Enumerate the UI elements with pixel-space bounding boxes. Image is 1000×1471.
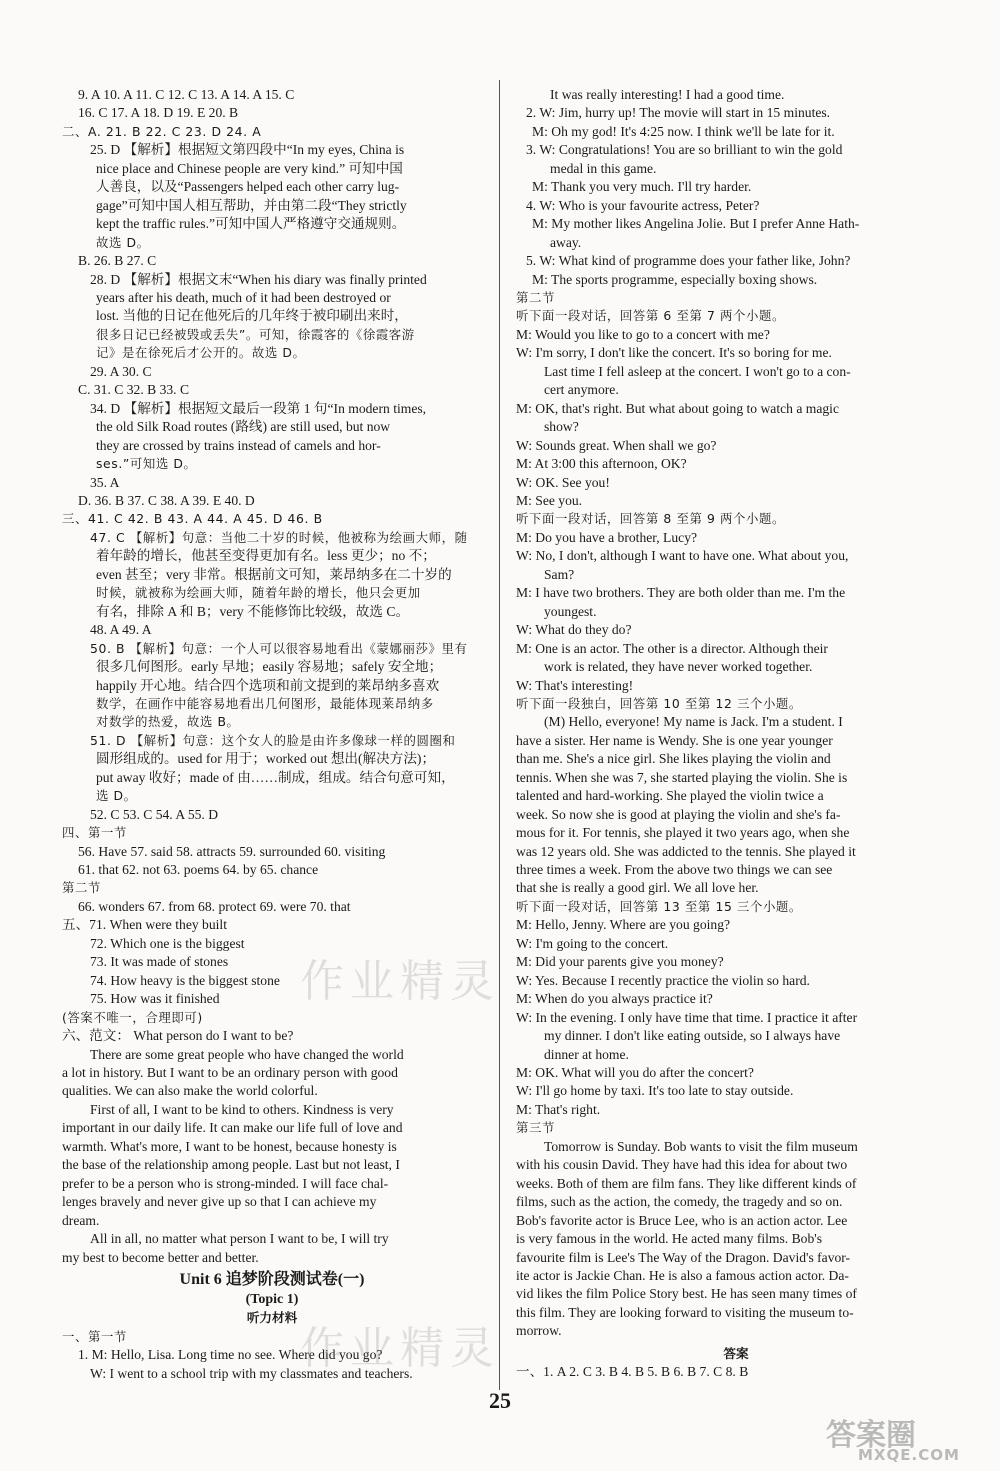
right-line: M: See you.	[516, 492, 583, 508]
right-line: M: OK, that's right. But what about going to watch a magic	[516, 400, 839, 416]
left-line: 75. How was it finished	[90, 991, 220, 1007]
unit-title: Unit 6 追梦阶段测试卷(一)	[179, 1271, 365, 1288]
left-line: 34. D 【解析】根据短文最后一段第 1 句“In modern times,	[90, 400, 427, 416]
left-line: 五、71. When were they built	[62, 917, 227, 933]
right-line: favourite film is Lee's The Way of the Dragon. David's favor-	[516, 1249, 851, 1265]
left-line: prefer to be a person who is strong-minded. I will face chal-	[62, 1175, 389, 1191]
left-line: There are some great people who have changed the world	[90, 1046, 404, 1062]
right-line: W: Yes. Because I recently practice the violin so hard.	[516, 972, 810, 988]
left-line: ses.”可知选 D。	[96, 456, 197, 472]
left-line: 29. A 30. C	[90, 363, 152, 379]
left-line: dream.	[62, 1212, 100, 1228]
right-line: 听下面一段对话，回答第 6 至第 7 两个小题。	[516, 308, 785, 324]
watermark-text-2: 作业精灵	[300, 1323, 500, 1374]
page-number: 25	[489, 1388, 511, 1413]
right-line: films, such as the action, the comedy, the tragedy and so on.	[516, 1194, 843, 1210]
right-line: weeks. Both of them are film fans. They like different kinds of	[516, 1175, 857, 1191]
right-line: Bob's favorite actor is Bruce Lee, who is an action actor. Lee	[516, 1212, 848, 1228]
right-line: cert anymore.	[544, 382, 619, 398]
right-line: tennis. When she was 7, she started playing the violin. She is	[516, 769, 848, 785]
left-line: 很多日记已经被毁或丢失”。可知，徐霞客的《徐霞客游	[96, 326, 415, 342]
left-line: put away 收好；made of 由……制成，组成。结合句意可知，	[96, 769, 455, 785]
right-line: M: Hello, Jenny. Where are you going?	[516, 917, 731, 933]
right-line: 3. W: Congratulations! You are so brilliant to win the gold	[526, 142, 843, 158]
answer-line: 一、1. A 2. C 3. B 4. B 5. B 6. B 7. C 8. B	[516, 1364, 749, 1380]
right-line: 5. W: What kind of programme does your father like, John?	[526, 253, 851, 269]
right-line: M: I have two brothers. They are both older than me. I'm the	[516, 585, 846, 601]
right-line: 第三节	[516, 1120, 555, 1136]
right-line: 听下面一段对话，回答第 13 至第 15 三个小题。	[516, 898, 802, 914]
left-line: (答案不唯一，合理即可)	[62, 1009, 203, 1025]
right-line: M: The sports programme, especially boxing shows.	[532, 271, 818, 287]
column-divider	[499, 80, 500, 1390]
right-line: was 12 years old. She was addicted to the tennis. She played it	[516, 843, 856, 859]
right-line: W: OK. See you!	[516, 474, 610, 490]
right-line: M: OK. What will you do after the concert?	[516, 1065, 754, 1081]
right-script-lines	[516, 86, 956, 1341]
right-line: M: My mother likes Angelina Jolie. But I prefer Anne Hath-	[532, 216, 860, 232]
right-line: Tomorrow is Sunday. Bob wants to visit the film museum	[544, 1138, 858, 1154]
left-line: 47. C 【解析】句意：当他二十岁的时候，他被称为绘画大师，随	[90, 529, 468, 545]
left-line: 66. wonders 67. from 68. protect 69. were 70. that	[78, 898, 351, 914]
right-line: three times a week. From the above two things we can see	[516, 862, 833, 878]
right-line: (M) Hello, everyone! My name is Jack. I'm a student. I	[544, 714, 843, 730]
left-line: 着年龄的增长，他甚至变得更加有名。less 更少；no 不；	[96, 548, 436, 564]
right-line: W: No, I don't, although I want to have one. What about you,	[516, 548, 849, 564]
right-line: show?	[544, 419, 579, 435]
left-line: 对数学的热爱，故选 B。	[96, 714, 240, 730]
left-line: 74. How heavy is the biggest stone	[90, 972, 280, 988]
left-line: happily 开心地。结合四个选项和前文提到的莱昂纳多喜欢	[96, 677, 440, 693]
left-line: 二、A. 21. B 22. C 23. D 24. A	[62, 123, 262, 139]
left-line: D. 36. B 37. C 38. A 39. E 40. D	[78, 492, 255, 508]
right-line: is very famous in the world. He acted many films. Bob's	[516, 1231, 822, 1247]
left-line: 圆形组成的。used for 用于；worked out 想出(解决方法)；	[96, 751, 436, 767]
right-line: mous for it. For tennis, she played it two years ago, when she	[516, 825, 850, 841]
right-line: 听下面一段独白，回答第 10 至第 12 三个小题。	[516, 695, 802, 711]
left-line: 很多几何图形。early 早地；easily 容易地；safely 安全地；	[96, 659, 443, 675]
right-line: this film. They are looking forward to visiting the museum to-	[516, 1304, 854, 1320]
left-line: 9. A 10. A 11. C 12. C 13. A 14. A 15. C	[78, 87, 295, 102]
left-line: my best to become better and better.	[62, 1249, 259, 1265]
left-line: 61. that 62. not 63. poems 64. by 65. chance	[78, 862, 319, 878]
right-line: my dinner. I don't like eating outside, so I always have	[544, 1028, 841, 1044]
watermark-logo: 答案圈	[826, 1418, 916, 1453]
left-line: 时候，就被称为绘画大师，随着年龄的增长，他只会更加	[96, 585, 421, 601]
left-line: 四、第一节	[62, 825, 127, 841]
topic-title: (Topic 1)	[245, 1292, 299, 1307]
left-line: B. 26. B 27. C	[78, 253, 157, 269]
right-line: away.	[550, 234, 582, 250]
right-column	[516, 86, 956, 1382]
left-line: All in all, no matter what person I want to be, I will try	[90, 1231, 389, 1247]
right-line: W: In the evening. I only have time that time. I practice it after	[516, 1009, 858, 1025]
right-line: W: That's interesting!	[516, 677, 634, 693]
right-line: W: I'm sorry, I don't like the concert. It's so boring for me.	[516, 345, 832, 361]
left-line: kept the traffic rules.”可知中国人严格遵守交通规则。	[96, 216, 406, 232]
right-line: dinner at home.	[544, 1046, 629, 1062]
left-line: 数学，在画作中能容易地看出几何图形，最能体现莱昂纳多	[96, 695, 434, 711]
left-line: 28. D 【解析】根据文末“When his diary was finally printed	[90, 271, 427, 287]
right-line: M: Oh my god! It's 4:25 now. I think we'll be late for it.	[532, 123, 835, 139]
left-line: even 甚至；very 非常。根据前文可知，莱昂纳多在二十岁的	[96, 566, 452, 582]
left-line: 52. C 53. C 54. A 55. D	[90, 806, 219, 822]
watermark-text: 作业精灵	[300, 956, 500, 1007]
left-tail-line: W: I went to a school trip with my classmates and teachers.	[90, 1365, 413, 1381]
left-line: 25. D 【解析】根据短文第四段中“In my eyes, China is	[90, 142, 405, 158]
left-line: the base of the relationship among people. Last but not least, I	[62, 1157, 400, 1173]
right-line: with his cousin David. They have had this idea for about two	[516, 1157, 848, 1173]
right-line: 听下面一段对话，回答第 8 至第 9 两个小题。	[516, 511, 785, 527]
answer-title: 答案	[723, 1346, 749, 1361]
right-line: M: Would you like to go to a concert with me?	[516, 326, 770, 342]
right-line: M: Did your parents give you money?	[516, 954, 724, 970]
right-line: have a sister. Her name is Wendy. She is one year younger	[516, 732, 833, 748]
left-line: 48. A 49. A	[90, 622, 152, 638]
right-line: M: Do you have a brother, Lucy?	[516, 529, 698, 545]
left-line: 35. A	[90, 474, 120, 490]
right-line: M: Thank you very much. I'll try harder.	[532, 179, 752, 195]
left-line: 选 D。	[96, 788, 137, 804]
right-line: morrow.	[516, 1323, 562, 1339]
left-line: lost. 当他的日记在他死后的几年终于被印刷出来时，	[96, 308, 408, 324]
right-line: It was really interesting! I had a good time.	[550, 87, 785, 102]
left-line: 人善良，以及“Passengers helped each other carry lug-	[96, 179, 400, 195]
right-line: W: I'll go home by taxi. It's too late to stay outside.	[516, 1083, 794, 1099]
left-tail-line: 一、第一节	[62, 1328, 127, 1344]
left-line: 三、41. C 42. B 43. A 44. A 45. D 46. B	[62, 511, 323, 527]
right-line: ite actor is Jackie Chan. He is also a famous action actor. Da-	[516, 1268, 849, 1283]
left-tail-line: 1. M: Hello, Lisa. Long time no see. Where did you go?	[78, 1347, 383, 1363]
left-line: First of all, I want to be kind to others. Kindness is very	[90, 1101, 394, 1117]
left-line: 73. It was made of stones	[90, 954, 229, 970]
right-line: W: I'm going to the concert.	[516, 935, 669, 951]
left-line: warmth. What's more, I want to be honest, because honesty is	[62, 1138, 397, 1154]
right-line: M: When do you always practice it?	[516, 991, 713, 1007]
right-line: medal in this game.	[550, 160, 657, 176]
left-line: 56. Have 57. said 58. attracts 59. surrounded 60. visiting	[78, 843, 386, 859]
right-line: Last time I fell asleep at the concert. I won't go to a con-	[544, 363, 851, 379]
right-line: Sam?	[544, 566, 575, 582]
right-line: talented and hard-working. She played the violin twice a	[516, 788, 824, 804]
right-line: that she is really a good girl. We all love her.	[516, 880, 759, 896]
left-line: the old Silk Road routes (路线) are still used, but now	[96, 419, 391, 435]
watermark-url: MXQE.COM	[858, 1446, 960, 1464]
right-line: week. So now she is good at playing the violin and she's fa-	[516, 806, 841, 822]
left-line: C. 31. C 32. B 33. C	[78, 382, 190, 398]
right-line: than me. She's a nice girl. She likes playing the violin and	[516, 751, 831, 767]
left-line: they are crossed by trains instead of camels and hor-	[96, 437, 381, 453]
left-line: 记》是在徐死后才公开的。故选 D。	[96, 345, 306, 361]
left-line: qualities. We can also make the world colorful.	[62, 1083, 318, 1099]
left-line: years after his death, much of it had been destroyed or	[96, 289, 391, 305]
left-line: gage”可知中国人相互帮助，并由第二段“They strictly	[96, 197, 407, 213]
right-line: youngest.	[544, 603, 597, 619]
left-line: 第二节	[62, 880, 101, 896]
left-line: important in our daily life. It can make our life full of love and	[62, 1120, 403, 1136]
left-line: 故选 D。	[96, 234, 150, 250]
left-line: lenges bravely and never give up so that I can achieve my	[62, 1194, 377, 1210]
left-line: nice place and Chinese people are very kind.” 可知中国	[96, 160, 403, 176]
left-line: 50. B 【解析】句意：一个人可以很容易地看出《蒙娜丽莎》里有	[90, 640, 468, 656]
left-line: 有名，排除 A 和 B；very 不能修饰比较级，故选 C。	[96, 603, 410, 619]
right-line: 第二节	[516, 289, 555, 305]
right-line: vid likes the film Police Story best. He has seen many times of	[516, 1286, 857, 1302]
left-line: 六、范文： What person do I want to be?	[62, 1028, 294, 1044]
listening-title: 听力材料	[246, 1311, 298, 1326]
left-line: 16. C 17. A 18. D 19. E 20. B	[78, 105, 239, 121]
right-line: W: What do they do?	[516, 622, 632, 638]
right-line: 2. W: Jim, hurry up! The movie will start in 15 minutes.	[526, 105, 831, 121]
right-line: W: Sounds great. When shall we go?	[516, 437, 717, 453]
right-line: work is related, they have never worked together.	[544, 659, 813, 675]
right-line: M: At 3:00 this afternoon, OK?	[516, 456, 687, 472]
left-line: a lot in history. But I want to be an ordinary person with good	[62, 1065, 398, 1081]
left-column	[62, 86, 482, 1383]
right-line: 4. W: Who is your favourite actress, Peter?	[526, 197, 760, 213]
right-line: M: That's right.	[516, 1101, 601, 1117]
left-line: 51. D 【解析】句意：这个女人的脸是由许多像球一样的圆圈和	[90, 732, 456, 748]
left-line: 72. Which one is the biggest	[90, 935, 245, 951]
left-answer-lines	[62, 86, 482, 1267]
right-line: M: One is an actor. The other is a director. Although their	[516, 640, 828, 656]
